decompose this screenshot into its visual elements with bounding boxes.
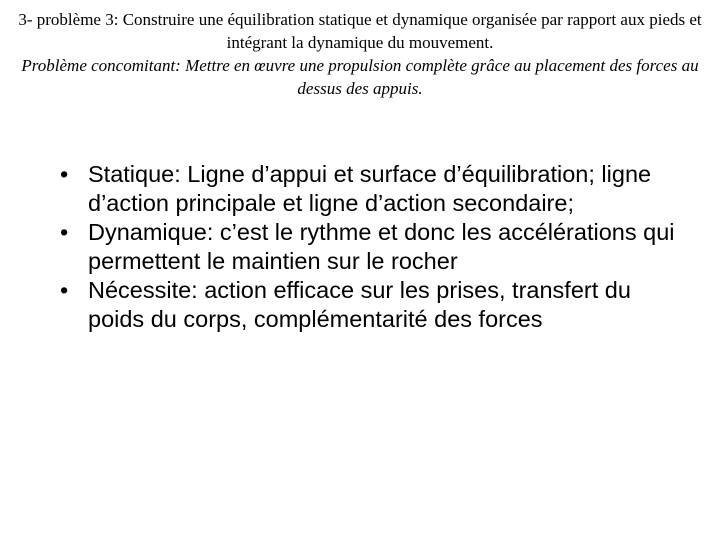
- bullet-item-necessite: [58, 276, 678, 334]
- slide-subtitle: [4, 54, 716, 100]
- bullet-dot-icon: •: [60, 277, 69, 303]
- slide-title: 3- problème 3: Construire une équilibration statique et dynamique organisée par rapport aux pieds et intégrant la dynamique du mouvement.: [18, 10, 702, 52]
- bullet-item-statique: [58, 160, 678, 218]
- bullet-dot-icon: •: [60, 161, 69, 187]
- bullet-text: Dynamique: c’est le rythme et donc les accélérations qui permettent le maintien sur le rocher: [88, 219, 675, 274]
- bullet-item-dynamique: [58, 218, 678, 276]
- bullet-text: Nécessite: action efficace sur les prises, transfert du poids du corps, complémentarité des forces: [88, 277, 631, 332]
- slide-header: [4, 8, 716, 100]
- subtitle-label: Problème concomitant: [21, 56, 176, 75]
- bullet-dot-icon: •: [60, 219, 69, 245]
- subtitle-text: : Mettre en œuvre une propulsion complète grâce au placement des forces au dessus des appuis.: [175, 56, 699, 98]
- bullet-list: [58, 160, 678, 334]
- bullet-text: Statique: Ligne d’appui et surface d’équilibration; ligne d’action principale et ligne d’action secondaire;: [88, 161, 652, 216]
